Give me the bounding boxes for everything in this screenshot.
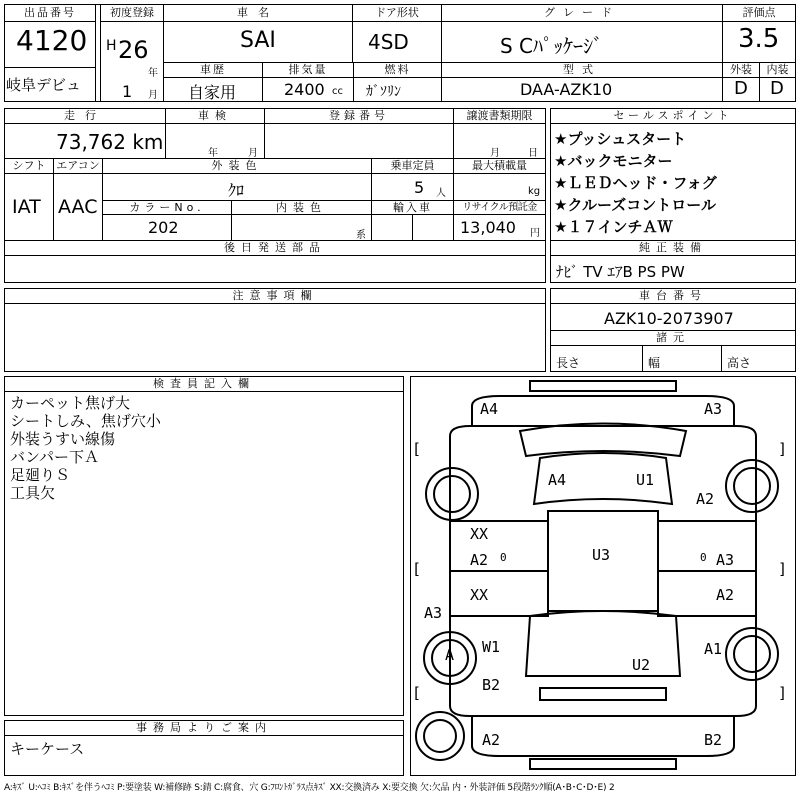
width-label: 幅: [648, 356, 661, 370]
windshield: [520, 424, 686, 457]
mileage: 73,762 km: [56, 130, 164, 154]
wheel-front-right-inner: [734, 468, 770, 504]
int-color-unit: 系: [356, 230, 366, 241]
car-name-label: 車名: [237, 6, 279, 19]
import-label: 輸入車: [393, 201, 432, 214]
rear-bumper-strip: [530, 759, 676, 769]
bracket-left-low: [: [412, 684, 422, 702]
era: H: [106, 38, 117, 54]
load-unit: kg: [528, 186, 541, 197]
capacity-label: 乗車定員: [390, 159, 435, 172]
mark-door-rl: XX: [470, 586, 489, 604]
bracket-right-mid: ]: [778, 560, 788, 578]
height-label: 高さ: [727, 356, 752, 370]
displacement: 2400: [284, 80, 325, 99]
office-note: キーケース: [10, 740, 85, 758]
mark-zero-left: 0: [500, 551, 507, 564]
car-diagram: [410, 376, 796, 776]
inspector-notes: [10, 394, 161, 502]
transfer-label: 譲渡書類期限: [466, 109, 533, 122]
inspection-year-unit: 年: [208, 148, 218, 159]
sales-point: ★１７インチＡＷ: [554, 218, 673, 236]
mark-front-right: A3: [704, 400, 723, 418]
first-reg-label: 初度登録: [110, 6, 154, 19]
mileage-label: 走行: [64, 109, 106, 122]
mark-door-fl-2: A2: [470, 551, 489, 569]
front-bumper-strip: [530, 381, 676, 391]
mark-bumper-left: A2: [482, 731, 501, 749]
bracket-left-mid: [: [412, 560, 422, 578]
mark-hood-left: A4: [548, 471, 567, 489]
mark-front-left: A4: [480, 400, 499, 418]
transfer-month: 月: [490, 148, 500, 159]
bracket-right-low: ]: [778, 684, 788, 702]
color-no-label: カラーNo.: [129, 201, 205, 214]
exterior-label: 外装: [730, 63, 752, 76]
model-label: 型式: [563, 63, 601, 76]
spare-wheel-inner: [424, 720, 456, 752]
inspector-note: カーペット焦げ大: [10, 394, 131, 412]
color-label: 外装色: [211, 159, 263, 172]
sales-points-list: [554, 128, 717, 238]
lot-label: 出品番号: [24, 6, 76, 19]
month-unit: 月: [148, 90, 158, 101]
chassis-number: AZK10-2073907: [604, 309, 734, 328]
fuel: ｶﾞｿﾘﾝ: [366, 84, 401, 100]
capacity-unit: 人: [436, 188, 446, 199]
capacity: 5: [414, 178, 425, 197]
inspector-note: シートしみ、焦げ穴小: [10, 412, 161, 430]
mark-door-fr: A3: [716, 551, 735, 569]
mark-hood-right: U1: [636, 471, 655, 489]
mark-door-rr: A2: [716, 586, 735, 604]
inspector-note: バンパー下Ａ: [10, 448, 99, 466]
score: 3.5: [738, 24, 780, 54]
wheel-rear-right-inner: [734, 636, 770, 672]
reg-year: 26: [118, 36, 149, 64]
interior: D: [770, 78, 784, 99]
wheel-front-left-inner: [434, 476, 470, 512]
grade-label: グレード: [544, 6, 620, 19]
bracket-left-top: [: [412, 440, 422, 458]
recycle-unit: 円: [530, 228, 540, 239]
ac-label: エアコン: [56, 159, 100, 172]
door-front-right: [658, 521, 756, 571]
car-name: SAI: [240, 28, 276, 53]
sales-point: ★ＬＥＤヘッド・フォグ: [554, 174, 717, 192]
office-label: 事務局よりご案内: [136, 721, 272, 734]
door: 4SD: [368, 30, 409, 54]
mark-roof: U3: [592, 546, 611, 564]
equipment: ﾅﾋﾞ TV ｴｱB PS PW: [556, 263, 685, 281]
import-cell-a: [371, 214, 413, 241]
mark-trunk: U2: [632, 656, 651, 674]
lot-number: 4120: [16, 24, 88, 57]
mark-quarter-left: A3: [424, 604, 443, 622]
inspector-note: 工具欠: [10, 484, 56, 502]
bracket-right-top: ]: [778, 440, 788, 458]
plate-cell: [264, 123, 454, 159]
length-label: 長さ: [556, 356, 581, 370]
inspector-note: 外装うすい線傷: [10, 430, 116, 448]
exterior: D: [734, 78, 748, 99]
mark-zero-right: 0: [700, 551, 707, 564]
venue: 岐阜デビュ: [6, 76, 82, 94]
load-label: 最大積載量: [472, 159, 527, 172]
mark-rear-left: B2: [482, 676, 501, 694]
rear-window-strip: [540, 688, 666, 700]
plate-label: 登録番号: [329, 109, 389, 122]
sales-point: ★クルーズコントロール: [554, 196, 716, 214]
spec-label: 諸元: [656, 331, 690, 344]
rear-bumper: [472, 716, 734, 756]
sales-point: ★バックモニター: [554, 152, 673, 170]
int-color-label: 内装色: [276, 201, 327, 214]
mark-wheel-rr: A1: [704, 640, 723, 658]
mark-wheel-rl: W1: [482, 638, 501, 656]
sales-point: ★プッシュスタート: [554, 130, 687, 148]
door-label: ドア形状: [375, 6, 419, 19]
ac: AAC: [58, 196, 98, 218]
grade: S Cﾊﾟｯｹｰｼﾞ: [500, 34, 604, 58]
notes-label: 注意事項欄: [232, 289, 318, 302]
color-no: 202: [148, 218, 179, 237]
shift: IAT: [12, 196, 41, 218]
footer-legend: A:ｷｽﾞ U:ﾍｺﾐ B:ｷｽﾞを伴うﾍｺﾐ P:要塗装 W:補修跡 S:錆 C:腐食、穴 G:ﾌﾛﾝﾄｶﾞﾗｽ点ｷｽﾞ XX:交換済み X:要交換 欠:欠品 内・外装評価 5段階ﾗﾝｸ順(A･B･C･D･E) 2: [4, 783, 615, 793]
mark-bumper-right: B2: [704, 731, 723, 749]
reg-month: 1: [122, 82, 133, 101]
inspection-label: 車検: [198, 109, 232, 122]
mark-wheel-fl: A: [445, 646, 455, 664]
displacement-unit: cc: [332, 86, 343, 97]
front-bumper: [472, 396, 734, 426]
mark-door-fl-1: XX: [470, 525, 489, 543]
recycle-label: リサイクル預託金: [462, 202, 537, 213]
door-rear-left: [450, 571, 548, 616]
color: ｸﾛ: [228, 181, 245, 200]
later-parts-label: 後日発送部品: [224, 241, 326, 254]
year-unit: 年: [148, 68, 158, 79]
interior-label: 内装: [766, 63, 789, 76]
sales-points-label: セールスポイント: [613, 109, 733, 122]
chassis-label: 車台番号: [639, 289, 707, 302]
model: DAA-AZK10: [520, 80, 613, 99]
displacement-label: 排気量: [288, 63, 328, 76]
recycle: 13,040: [460, 218, 516, 237]
score-label: 評価点: [742, 6, 776, 19]
door-front-left: [450, 521, 548, 571]
later-parts-cell: [4, 255, 546, 283]
equipment-label: 純正装備: [639, 241, 707, 254]
inspection-month-unit: 月: [248, 148, 258, 159]
inspector-note: 足廻りＳ: [10, 466, 71, 484]
import-cell-b: [412, 214, 454, 241]
history: 自家用: [188, 83, 237, 102]
transfer-day: 日: [528, 148, 538, 159]
inspector-label: 検査員記入欄: [153, 377, 255, 390]
history-label: 車歴: [200, 63, 226, 76]
shift-label: シフト: [12, 159, 46, 172]
trunk: [526, 611, 680, 676]
fuel-label: 燃料: [384, 63, 411, 76]
mark-fender-right: A2: [696, 490, 715, 508]
int-color-cell: [231, 214, 372, 241]
door-rear-right: [658, 571, 756, 616]
